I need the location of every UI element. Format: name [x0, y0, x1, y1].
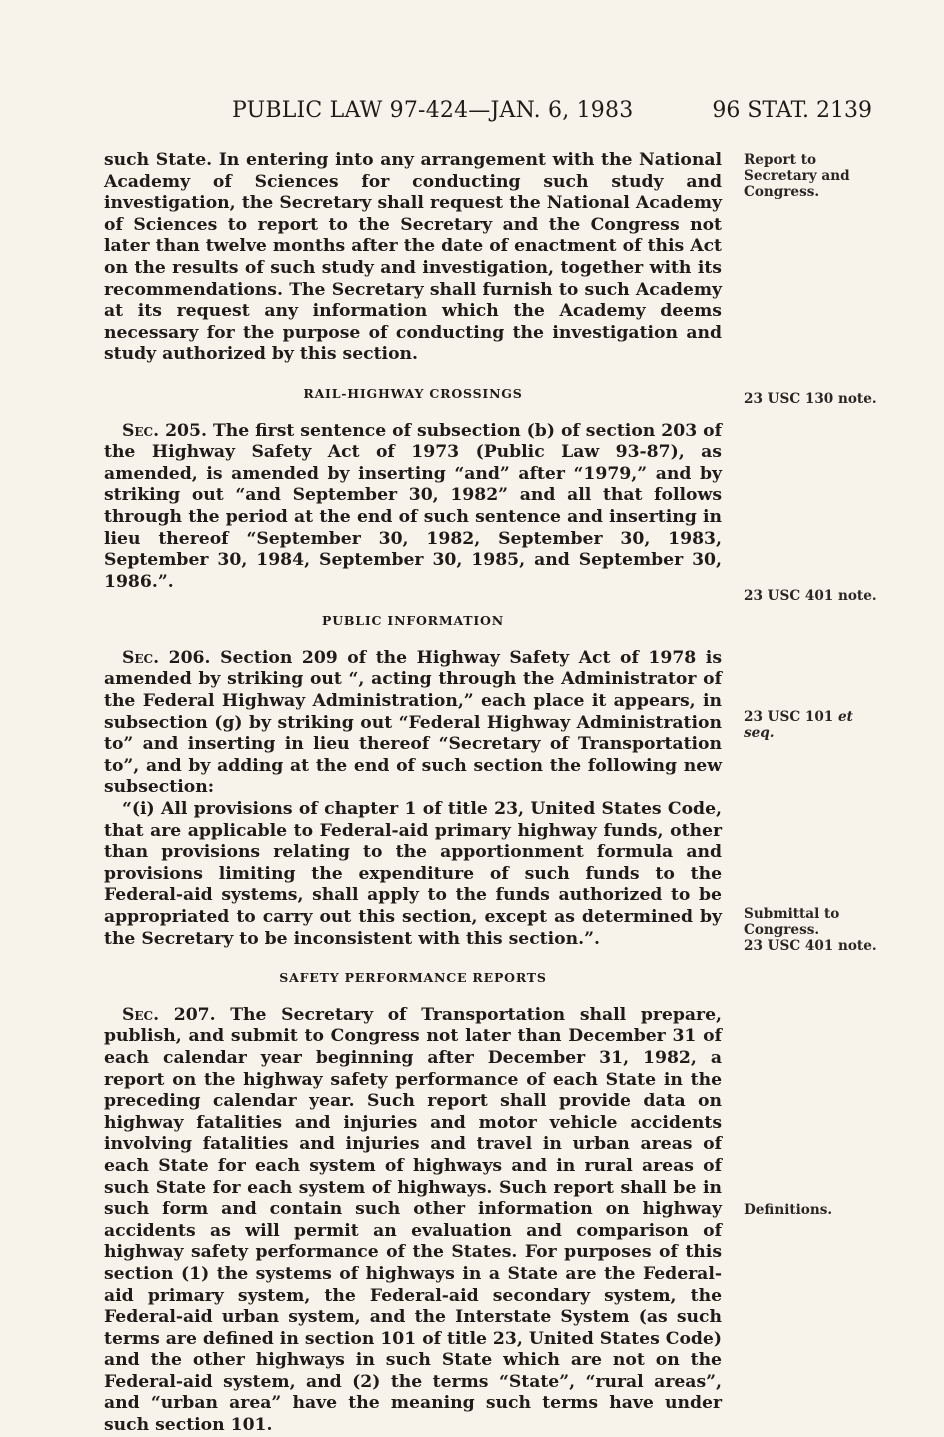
margin-note-usc-101 [744, 709, 894, 741]
page-header [232, 98, 872, 132]
sec-207-text: The Secretary of Transportation shall prepare, publish, and submit to Congress not later than December 31 of each calendar year beginning after December 31, 1982, a report on the highway safety performance of each State in the preceding calendar year. Such report shall provide data on highway fatalities and injuries and motor vehicle accidents involving fatalities and injuries and travel in urban areas of each State for each system of highways and in rural areas of such State for each system of highways. Such report shall be in such form and contain such other information on highway accidents as will permit an evaluation and comparison of highway safety performance of the States. For purposes of this section (1) the systems of highways in a State are the Federal-aid primary system, the Federal-aid secondary system, the Federal-aid urban system, and the Interstate System (as such terms are defined in section 101 of title 23, United States Code) and the other highways in such State which are not on the Federal-aid system, and (2) the terms “State”, “rural areas”, and “urban area” have the meaning such terms have under such section 101. [104, 1004, 722, 1436]
margin-note-definitions: Definitions. [744, 1202, 833, 1218]
body-text-column [104, 150, 722, 1437]
margin-note-submittal-line1: Submittal to [744, 906, 840, 922]
sec-205-paragraph [104, 421, 722, 594]
intro-paragraph: such State. In entering into any arrangement with the National Academy of Sciences for conducting such study and investigation, the Secretary shall request the National Academy of Sciences to report to the Secretary and the Congress not later than twelve months after the date of enactment of this Act on the results of such study and investigation, together with its recommendations. The Secretary shall furnish to such Academy at its request any information which the Academy deems necessary for the purpose of conducting the investigation and study authorized by this section. [104, 150, 722, 365]
margin-note-report-line1: Report to [744, 152, 817, 168]
usc-101-et: et [837, 709, 853, 725]
sec-207-paragraph [104, 1005, 722, 1437]
heading-public-information: PUBLIC INFORMATION [322, 613, 504, 629]
margin-note-report [744, 152, 894, 200]
public-law-title: PUBLIC LAW 97-424—JAN. 6, 1983 [232, 98, 634, 123]
margin-note-report-line3: Congress. [744, 184, 820, 200]
margin-note-submittal-line3: 23 USC 401 note. [744, 938, 877, 954]
sec-206-label: Sec. 206. [122, 647, 211, 668]
usc-101-citation: 23 USC 101 [744, 709, 838, 725]
statute-page-number: 96 STAT. 2139 [712, 98, 872, 123]
margin-note-submittal-line2: Congress. [744, 922, 820, 938]
sec-207-label: Sec. 207. [122, 1004, 216, 1025]
margin-note-usc-401-a: 23 USC 401 note. [744, 588, 877, 604]
sec-206-quoted-subsection: “(i) All provisions of chapter 1 of title 23, United States Code, that are applicable to Federal-aid primary highway funds, other than provisions relating to the apportionment formula and provisions limiting the expenditure of such funds to the Federal-aid systems, shall apply to the funds authorized to be appropriated to carry out this section, except as determined by the Secretary to be inconsistent with this section.”. [104, 799, 722, 949]
sec-206-text: Section 209 of the Highway Safety Act of 1978 is amended by striking out “, acting through the Administrator of the Federal Highway Administration,” each place it appears, in subsection (g) by striking out “Federal Highway Administration to” and inserting in lieu thereof “Secretary of Transportation to”, and by adding at the end of such section the following new subsection: [104, 647, 722, 798]
usc-101-seq: seq. [744, 725, 775, 741]
margin-note-usc-130: 23 USC 130 note. [744, 391, 877, 407]
sec-205-text: The first sentence of subsection (b) of section 203 of the Highway Safety Act of 1973 (Public Law 93-87), as amended, is amended by inserting “and” after “1979,” and by striking out “and September 30, 1982” and all that follows through the period at the end of such sentence and inserting in lieu thereof “September 30, 1982, September 30, 1983, September 30, 1984, September 30, 1985, and September 30, 1986.”. [104, 420, 722, 592]
heading-rail-highway-crossings: RAIL-HIGHWAY CROSSINGS [303, 385, 523, 401]
sec-205-label: Sec. 205. [122, 420, 207, 441]
heading-safety-performance-reports: SAFETY PERFORMANCE REPORTS [279, 970, 547, 986]
margin-note-report-line2: Secretary and [744, 168, 850, 184]
sec-206-paragraph [104, 648, 722, 799]
margin-note-submittal [744, 906, 894, 954]
